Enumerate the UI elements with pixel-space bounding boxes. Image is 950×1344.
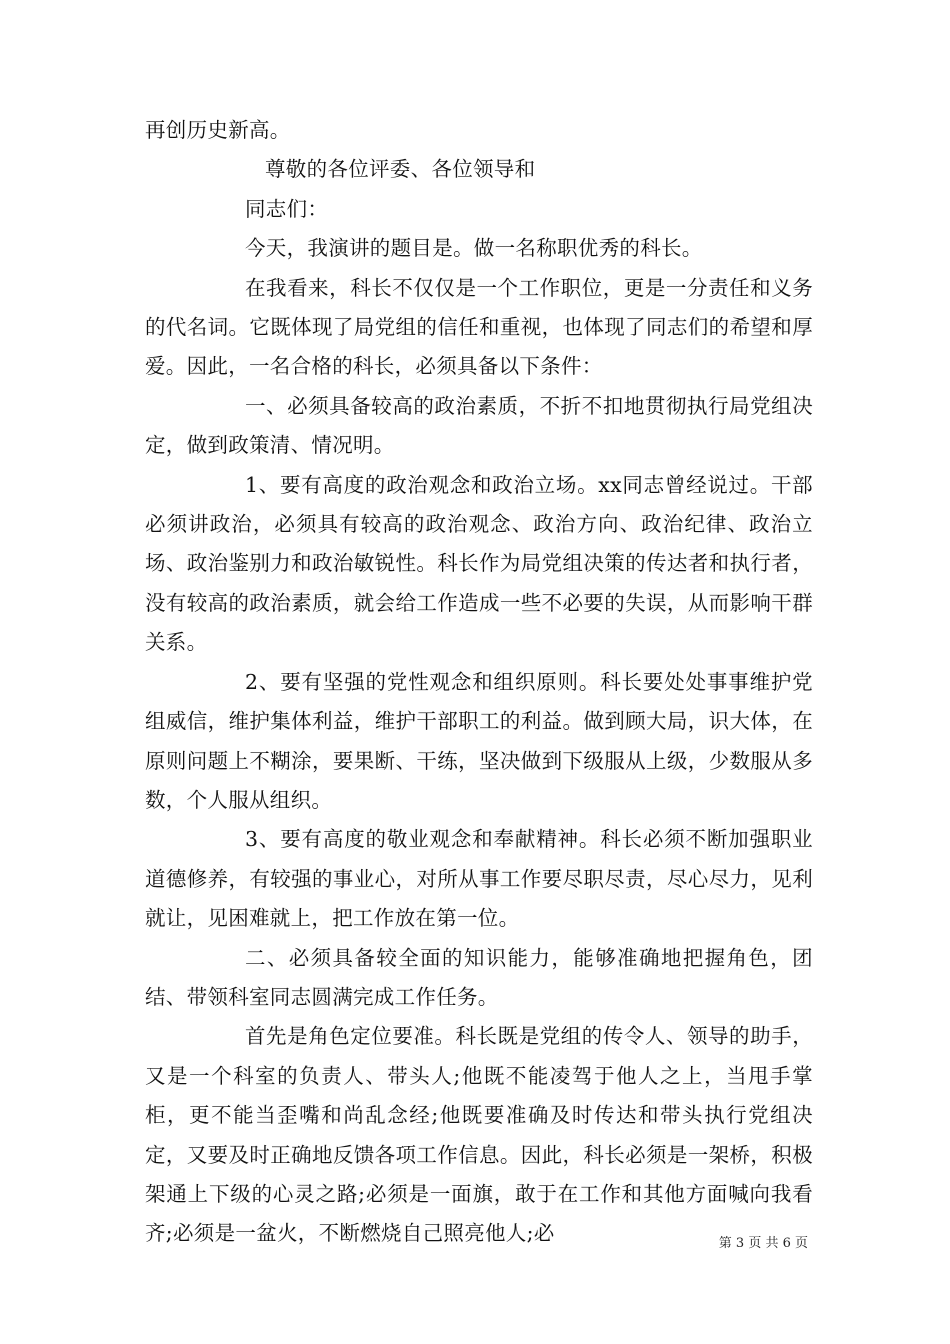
salutation-line-2: 同志们： <box>245 196 329 221</box>
paragraph-point-3: 3、要有高度的敬业观念和奉献精神。科长必须不断加强职业道德修养，有较强的事业心，对所从事工作要尽职尽责，尽心尽力，见利就让，见困难就上，把工作放在第一位。 <box>145 827 813 931</box>
paragraph-speech-title: 今天，我演讲的题目是。做一名称职优秀的科长。 <box>245 236 703 261</box>
paragraph-section-one-heading: 一、必须具备较高的政治素质，不折不扣地贯彻执行局党组决定，做到政策清、情况明。 <box>145 393 813 458</box>
paragraph-continuation: 再创历史新高。 <box>145 118 291 142</box>
paragraph-role-positioning: 首先是角色定位要准。科长既是党组的传令人、领导的助手，又是一个科室的负责人、带头人;他既不能凌驾于他人之上，当甩手掌柜，更不能当歪嘴和尚乱念经;他既要准确及时传达和带头执行党组决定，又要及时正确地反馈各项工作信息。因此，科长必须是一架桥，积极架通上下级的心灵之路;必须是一面旗，敢于在工作和其他方面喊向我看齐;必须是一盆火，不断燃烧自己照亮他人;必 <box>145 1024 813 1246</box>
paragraph-intro: 在我看来，科长不仅仅是一个工作职位，更是一分责任和义务的代名词。它既体现了局党组的信任和重视，也体现了同志们的希望和厚爱。因此，一名合格的科长，必须具备以下条件： <box>145 275 813 379</box>
paragraph-point-2: 2、要有坚强的党性观念和组织原则。科长要处处事事维护党组威信，维护集体利益，维护干部职工的利益。做到顾大局，识大体，在原则问题上不糊涂，要果断、干练，坚决做到下级服从上级，少数服从多数，个人服从组织。 <box>145 669 813 812</box>
paragraph-point-1: 1、要有高度的政治观念和政治立场。xx同志曾经说过。干部必须讲政治，必须具有较高的政治观念、政治方向、政治纪律、政治立场、政治鉴别力和政治敏锐性。科长作为局党组决策的传达者和执行者，没有较高的政治素质，就会给工作造成一些不必要的失误，从而影响干群关系。 <box>145 472 813 655</box>
salutation-line-1: 尊敬的各位评委、各位领导和 <box>265 157 536 182</box>
document-body <box>145 111 813 1254</box>
page-number-footer: 第 3 页 共 6 页 <box>718 1236 808 1251</box>
paragraph-section-two-heading: 二、必须具备较全面的知识能力，能够准确地把握角色，团结、带领科室同志圆满完成工作任务。 <box>145 945 813 1009</box>
